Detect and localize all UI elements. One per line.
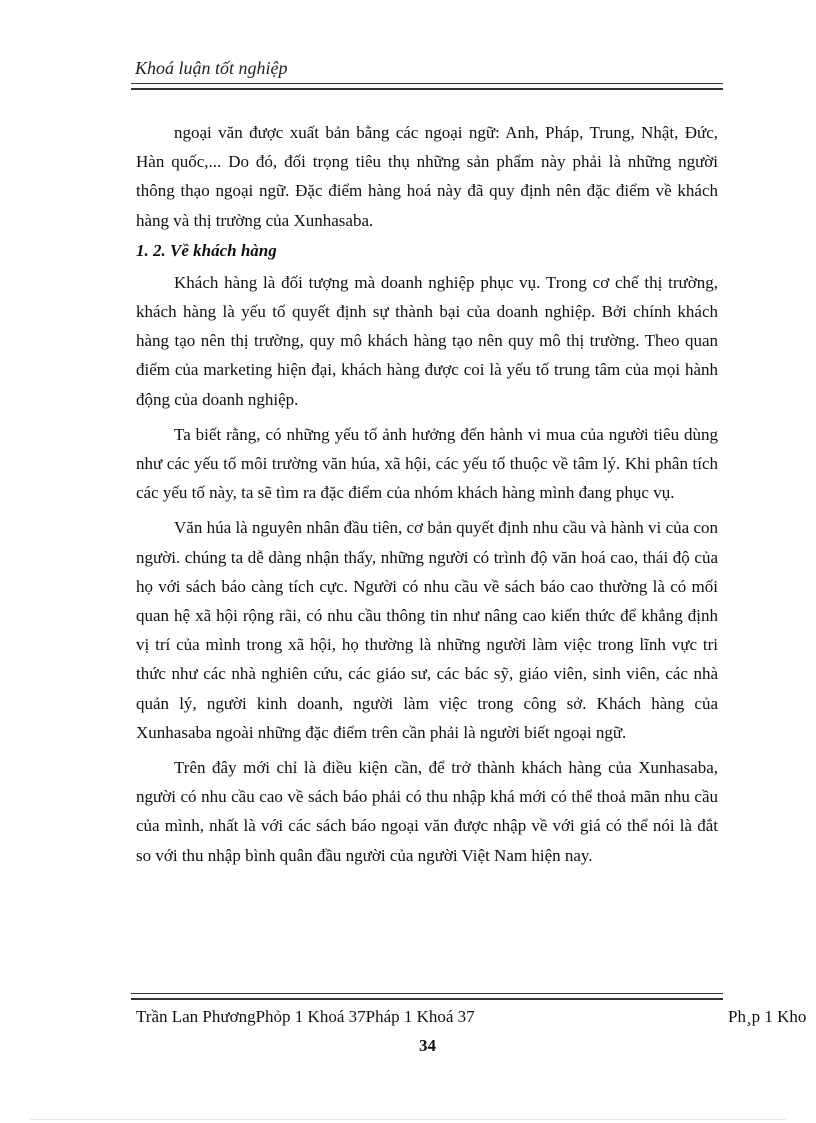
page-number: 34 bbox=[419, 1036, 436, 1055]
paragraph-influencing-factors: Ta biết rằng, có những yếu tố ảnh hưởng đến hành vi mua của người tiêu dùng như các yếu tố môi trường văn húa, xã hội, các yếu tố thuộc về tâm lý. Khi phân tích các yếu tố này, ta sẽ tìm ra đặc điểm của nhóm khách hàng mình đang phục vụ. bbox=[136, 424, 718, 503]
paragraph-income: Trên đây mới chỉ là điều kiện cần, để trở thành khách hàng của Xunhasaba, người có nhu cầu cao về sách báo phải có thu nhập khá mới có thể thoả mãn nhu cầu của mình, nhất là với các sách báo ngoại văn được nhập về với giá có thể nói là đắt so với thu nhập bình quân đầu người của người Việt Nam hiện nay. bbox=[136, 758, 718, 865]
footer-double-rule bbox=[131, 993, 723, 1000]
footer-class-overflow: Ph¸p 1 Kho bbox=[728, 1007, 807, 1026]
page-body bbox=[136, 118, 718, 870]
header-double-rule bbox=[131, 83, 723, 90]
footer-author: Trần Lan PhươngPhỏp 1 Khoá 37Pháp 1 Khoá 37 bbox=[136, 1007, 475, 1026]
section-heading: 1. 2. Về khách hàng bbox=[136, 240, 277, 260]
paragraph-customers-definition: Khách hàng là đối tượng mà doanh nghiệp phục vụ. Trong cơ chế thị trường, khách hàng là yếu tố quyết định sự thành bại của doanh nghiệp. Bởi chính khách hàng tạo nên thị trường, quy mô khách hàng tạo nên quy mô thị trường. Theo quan điểm của marketing hiện đại, khách hàng được coi là yếu tố trung tâm của mọi hành động của doanh nghiệp. bbox=[136, 272, 718, 409]
paragraph-culture: Văn húa là nguyên nhân đầu tiên, cơ bản quyết định nhu cầu và hành vi của con người. chúng ta dễ dàng nhận thấy, những người có trình độ văn hoá cao, thái độ của họ với sách báo càng tích cực. Người có nhu cầu về sách báo cao thường là có mối quan hệ xã hội rộng rãi, có nhu cầu thông tin như nâng cao kiến thức để khẳng định vị trí của mình trong xã hội, họ thường là những người làm việc trong lĩnh vực tri thức như các nhà nghiên cứu, các giáo sư, các bác sỹ, giáo viên, sinh viên, các nhà quản lý, người kinh doanh, người làm việc trong công sở. Khách hàng của Xunhasaba ngoài những đặc điểm trên cần phải là người biết ngoại ngữ. bbox=[136, 518, 718, 742]
page-bottom-divider bbox=[30, 1119, 786, 1120]
running-header-title: Khoá luận tốt nghiệp bbox=[135, 58, 288, 78]
paragraph-continued: ngoại văn được xuất bản bằng các ngoại ngữ: Anh, Pháp, Trung, Nhật, Đức, Hàn quốc,... Do đó, đối trọng tiêu thụ những sản phẩm này phải là những người thông thạo ngoại ngữ. Đặc điểm hàng hoá này đã quy định nên đặc điểm về khách hàng và thị trường của Xunhasaba. bbox=[136, 123, 718, 230]
